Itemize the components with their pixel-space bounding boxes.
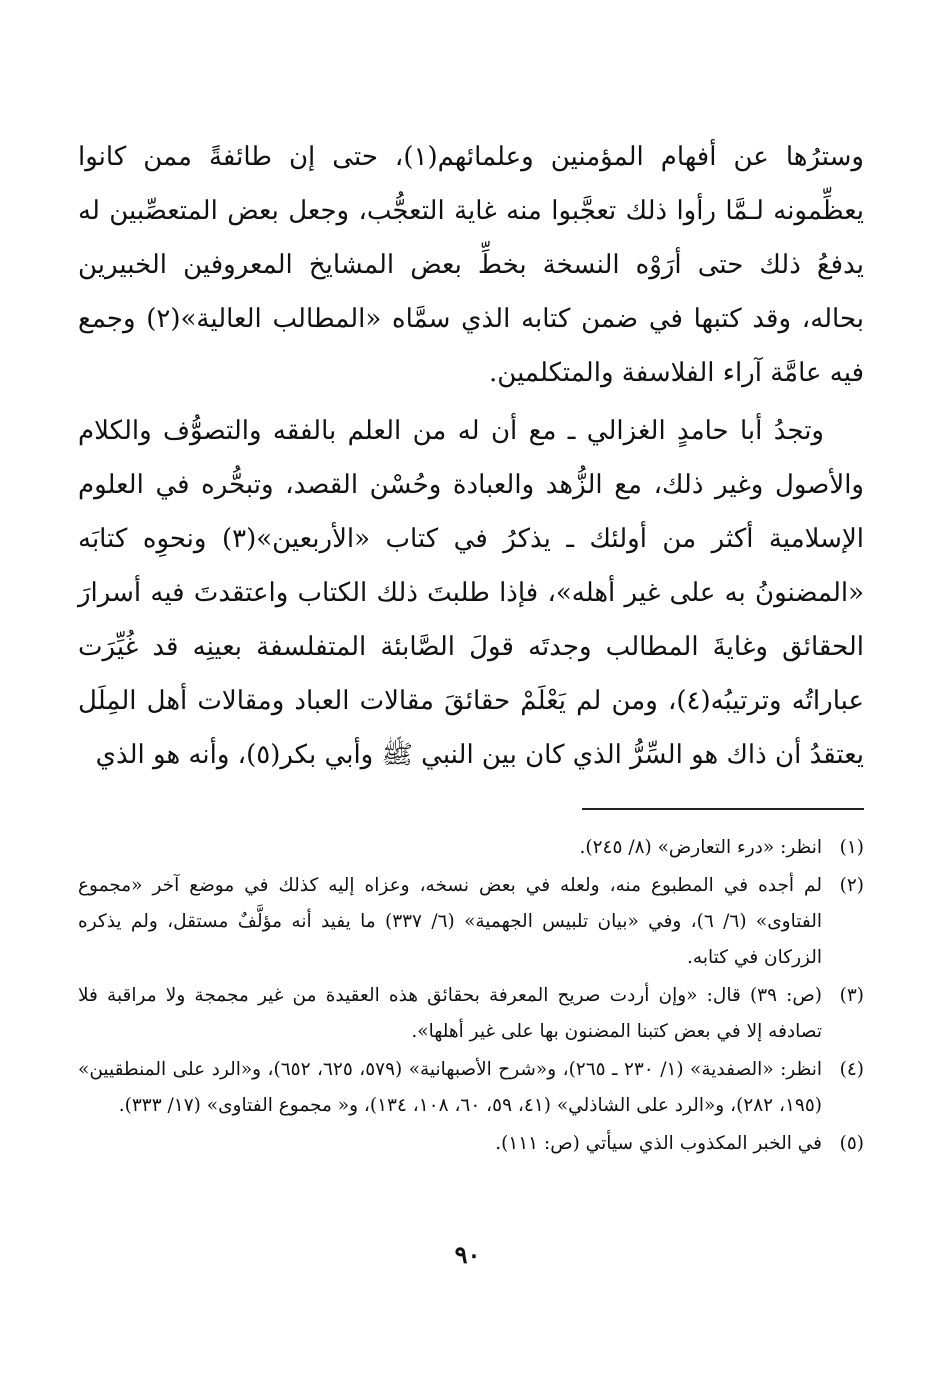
page-number: ٩٠ [454,1240,481,1269]
footnote-number: (٣) [839,985,864,1006]
main-text [78,130,864,782]
footnote-text: (ص: ٣٩) قال: «وإن أردت صريح المعرفة بحقائق هذه العقيدة من غير مجمجة ولا مراقبة فلا تصادفه إلا في بعض كتبنا المضنون بها على غير أهلها». [78,985,822,1042]
footnote-text: لم أجده في المطبوع منه، ولعله في بعض نسخه، وعزاه إليه كذلك في موضع آخر «مجموع الفتاوى» (٦/ ٦)، وفي «بيان تلبيس الجهمية» (٦/ ٣٣٧) ما يفيد أنه مؤلَّفٌ مستقل، ولم يذكره الزركان في كتابه. [78,875,822,968]
footnotes [78,830,864,1162]
footnote-number: (١) [839,837,864,858]
paragraph-1: وسترُها عن أفهام المؤمنين وعلمائهم(١)، حتى إن طائفةً ممن كانوا يعظِّمونه لـمَّا رأوا ذلك تعجَّبوا منه غاية التعجُّب، وجعل بعض المتعصِّبين له يدفعُ ذلك حتى أرَوْه النسخة بخطِّ بعض المشايخ المعروفين الخبيرين بحاله، وقد كتبها في ضمن كتابه الذي سمَّاه «المطالب العالية»(٢) وجمع فيه عامَّة آراء الفلاسفة والمتكلمين. [78,142,864,388]
footnote-1 [78,830,864,866]
footnote-text: انظر: «درء التعارض» (٨/ ٢٤٥). [579,837,822,858]
footnote-number: (٢) [839,875,864,896]
page-content [78,130,864,1164]
footnote-4 [78,1052,864,1124]
footnote-3 [78,978,864,1050]
footnote-text: انظر: «الصفدية» (١/ ٢٣٠ ـ ٢٦٥)، و«شرح الأصبهانية» (٥٧٩، ٦٢٥، ٦٥٢)، و«الرد على المنطقيين» (١٩٥، ٢٨٢)، و«الرد على الشاذلي» (٤١، ٥٩، ٦٠، ١٠٨، ١٣٤)، و« مجموع الفتاوى» (١٧/ ٣٣٣). [78,1059,822,1116]
footnote-2 [78,868,864,976]
footnote-number: (٥) [839,1133,864,1154]
footnote-separator [582,808,864,810]
footnote-5 [78,1126,864,1162]
paragraph-2: وتجدُ أبا حامدٍ الغزالي ـ مع أن له من العلم بالفقه والتصوُّف والكلام والأصول وغير ذلك، مع الزُّهد والعبادة وحُسْن القصد، وتبحُّره في العلوم الإسلامية أكثر من أولئك ـ يذكرُ في كتاب «الأربعين»(٣) ونحوِه كتابَه «المضنونُ به على غير أهله»، فإذا طلبتَ ذلك الكتاب واعتقدتَ فيه أسرارَ الحقائق وغايةَ المطالب وجدتَه قولَ الصَّابئة المتفلسفة بعينِه قد غُيِّرَت عباراتُه وترتيبُه(٤)، ومن لم يَعْلَمْ حقائقَ مقالات العباد ومقالات أهل المِلَل يعتقدُ أن ذاك هو السِّرُّ الذي كان بين النبي ﷺ وأبي بكر(٥)، وأنه هو الذي [78,416,864,770]
footnote-text: في الخبر المكذوب الذي سيأتي (ص: ١١١). [495,1133,822,1154]
footnote-number: (٤) [839,1059,864,1080]
